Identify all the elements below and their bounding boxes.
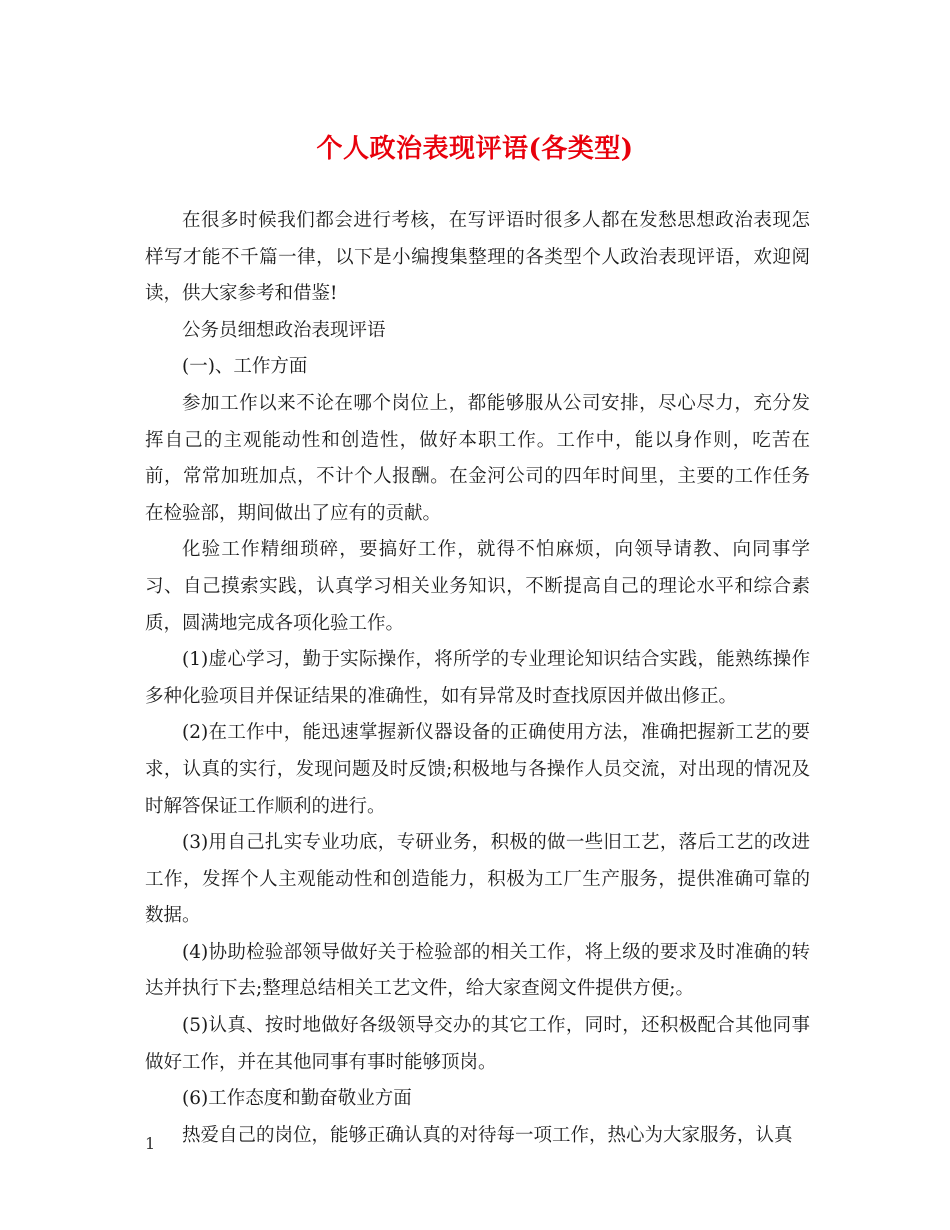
paragraph-intro: 在很多时候我们都会进行考核，在写评语时很多人都在发愁思想政治表现怎样写才能不千篇一律，以下是小编搜集整理的各类型个人政治表现评语，欢迎阅读，供大家参考和借鉴! [145,210,810,305]
paragraph-item-5: (5)认真、按时地做好各级领导交办的其它工作，同时，还积极配合其他同事做好工作，并在其他同事有事时能够顶岗。 [145,1015,810,1073]
paragraph-attitude: 热爱自己的岗位，能够正确认真的对待每一项工作，热心为大家服务，认真 [182,1124,793,1146]
paragraph-item-4: (4)协助检验部领导做好关于检验部的相关工作，将上级的要求及时准确的转达并执行下去;整理总结相关工艺文件，给大家查阅文件提供方便;。 [145,941,810,1000]
paragraph-item-6: (6)工作态度和勤奋敬业方面 [182,1088,412,1110]
paragraph-subheading-work: (一)、工作方面 [182,356,308,378]
paragraph-work-overview: 参加工作以来不论在哪个岗位上，都能够服从公司安排，尽心尽力，充分发挥自己的主观能动性和创造性，做好本职工作。工作中，能以身作则，吃苦在前，常常加班加点，不计个人报酬。在金河公司的四年时间里，主要的工作任务在检验部，期间做出了应有的贡献。 [145,392,810,524]
paragraph-section-heading: 公务员细想政治表现评语 [182,319,386,341]
document-title: 个人政治表现评语(各类型) [316,134,634,164]
page-number: 1 [145,1134,156,1153]
paragraph-item-1: (1)虚心学习，勤于实际操作，将所学的专业理论知识结合实践，能熟练操作多种化验项目并保证结果的准确性，如有异常及时查找原因并做出修正。 [145,649,810,707]
paragraph-item-2: (2)在工作中，能迅速掌握新仪器设备的正确使用方法，准确把握新工艺的要求，认真的实行，发现问题及时反馈;积极地与各操作人员交流，对出现的情况及时解答保证工作顺利的进行。 [145,722,810,817]
document-body [145,203,810,1154]
paragraph-lab-work: 化验工作精细琐碎，要搞好工作，就得不怕麻烦，向领导请教、向同事学习、自己摸索实践，认真学习相关业务知识，不断提高自己的理论水平和综合素质，圆满地完成各项化验工作。 [145,539,810,634]
paragraph-item-3: (3)用自己扎实专业功底，专研业务，积极的做一些旧工艺，落后工艺的改进工作，发挥个人主观能动性和创造能力，积极为工厂生产服务，提供准确可靠的数据。 [145,832,810,927]
